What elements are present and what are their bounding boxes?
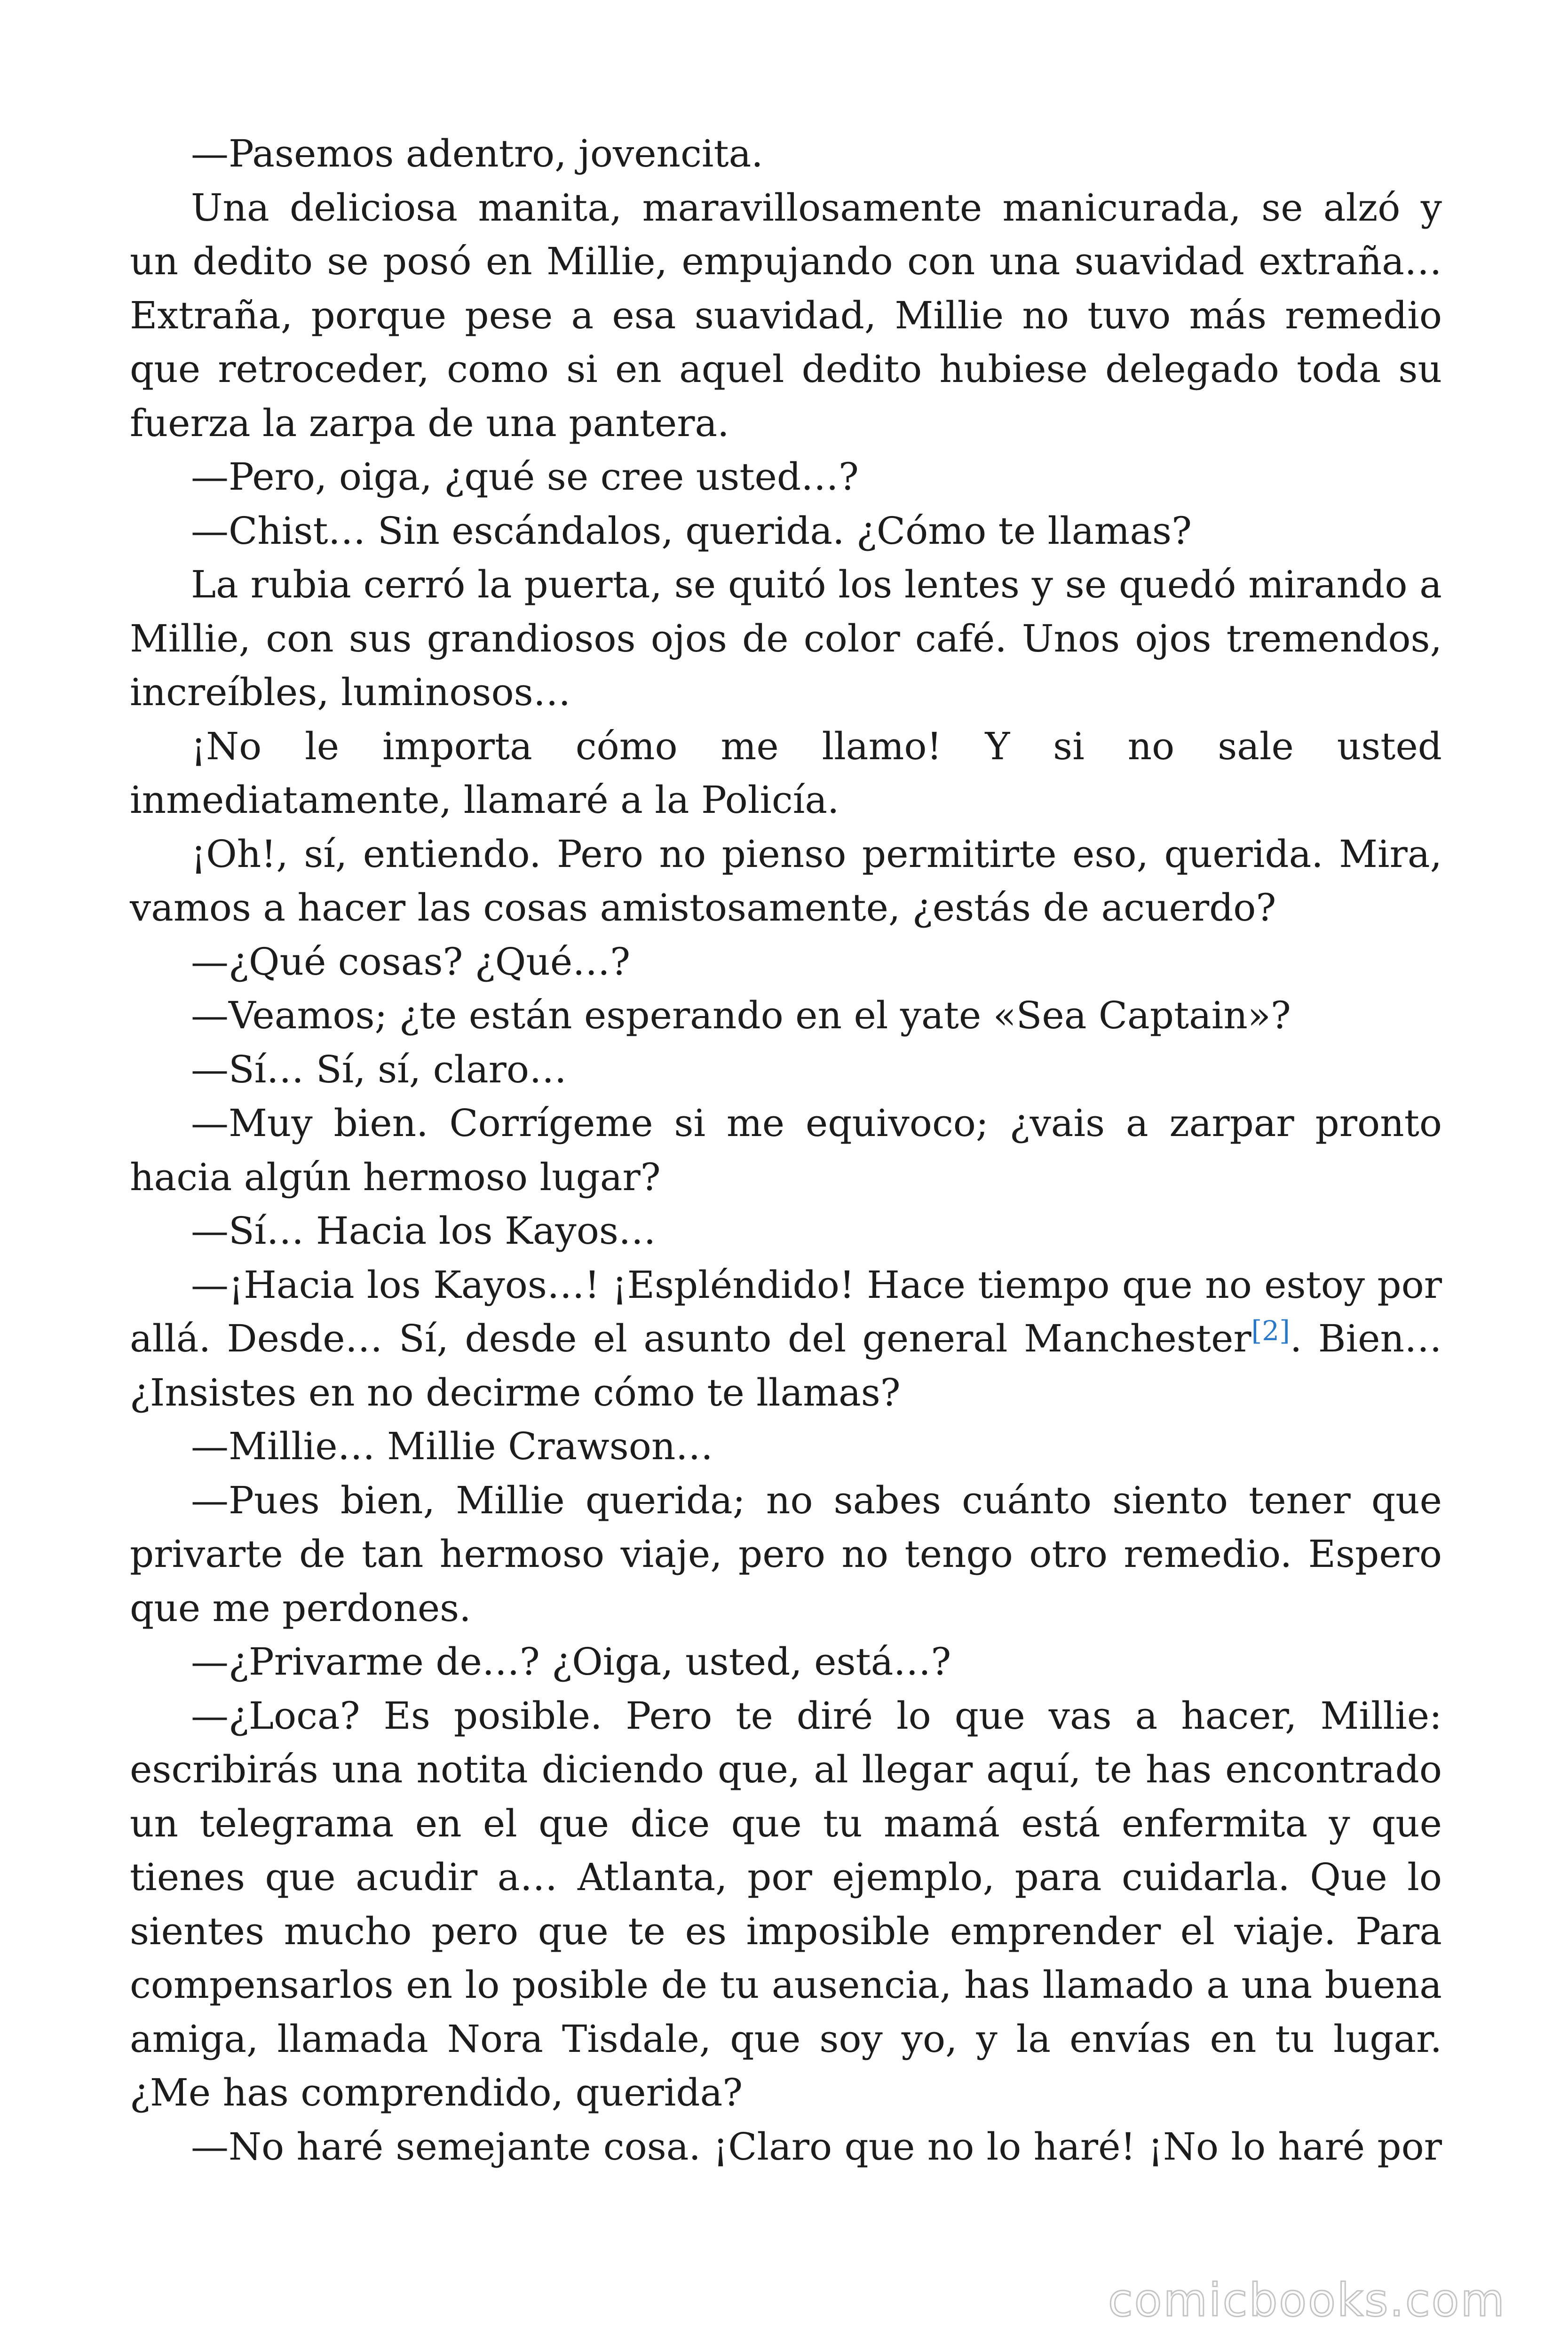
paragraph: —Pasemos adentro, jovencita.: [191, 132, 763, 175]
paragraph: —Chist… Sin escándalos, querida. ¿Cómo te llamas?: [191, 509, 1192, 553]
paragraph: —Millie… Millie Crawson…: [191, 1424, 713, 1468]
paragraph: Una deliciosa manita, maravillosamente manicurada, se alzó y un dedito se posó en Millie, empujando con una suavidad extraña… Extraña, porque pese a esa suavidad, Millie no tuvo más remedio que retroceder, como si en aquel dedito hubiese delegado toda su fuerza la zarpa de una pantera.: [130, 185, 1442, 445]
watermark: comicbooks.com: [1108, 2274, 1506, 2327]
paragraph: —Muy bien. Corrígeme si me equivoco; ¿vais a zarpar pronto hacia algún hermoso lugar?: [130, 1101, 1442, 1199]
footnote-reference-link[interactable]: [2]: [1251, 1315, 1290, 1347]
paragraph: —Pues bien, Millie querida; no sabes cuánto siento tener que privarte de tan hermoso viaje, pero no tengo otro remedio. Espero que me perdones.: [130, 1478, 1442, 1630]
paragraph: La rubia cerró la puerta, se quitó los lentes y se quedó mirando a Millie, con sus grandiosos ojos de color café. Unos ojos tremendos, increíbles, luminosos…: [130, 563, 1442, 714]
paragraph-text-after-footnote: . Bien… ¿Insistes en no decirme cómo te llamas?: [130, 1317, 1442, 1414]
paragraph: —¿Qué cosas? ¿Qué…?: [191, 939, 631, 984]
paragraph: —Veamos; ¿te están esperando en el yate «Sea Captain»?: [191, 993, 1291, 1037]
paragraph-continues: —No haré semejante cosa. ¡Claro que no lo haré! ¡No lo haré por: [191, 2124, 1442, 2169]
paragraph: —¿Privarme de…? ¿Oiga, usted, está…?: [191, 1640, 951, 1684]
paragraph: —Pero, oiga, ¿qué se cree usted…?: [191, 455, 859, 499]
paragraph: —¿Loca? Es posible. Pero te diré lo que vas a hacer, Millie: escribirás una notita diciendo que, al llegar aquí, te has encontrado un telegrama en el que dice que tu mamá está enfermita y que tienes que acudir a… Atlanta, por ejemplo, para cuidarla. Que lo sientes mucho pero que te es imposible emprender el viaje. Para compensarlos en lo posible de tu ausencia, has llamado a una buena amiga, llamada Nora Tisdale, que soy yo, y la envías en tu lugar. ¿Me has comprendido, querida?: [130, 1693, 1442, 2114]
paragraph: ¡Oh!, sí, entiendo. Pero no pienso permitirte eso, querida. Mira, vamos a hacer las cosas amistosamente, ¿estás de acuerdo?: [130, 832, 1442, 930]
paragraph-text-before-footnote: —¡Hacia los Kayos…! ¡Espléndido! Hace tiempo que no estoy por allá. Desde… Sí, desde el asunto del general Manchester: [130, 1263, 1442, 1360]
paragraph: —Sí… Hacia los Kayos…: [191, 1209, 656, 1253]
paragraph-with-footnote: [130, 1258, 1442, 1420]
paragraph: —Sí… Sí, sí, claro…: [191, 1047, 567, 1091]
book-page-text: [130, 127, 1442, 2174]
paragraph: ¡No le importa cómo me llamo! Y si no sale usted inmediatamente, llamaré a la Policía.: [130, 724, 1442, 822]
